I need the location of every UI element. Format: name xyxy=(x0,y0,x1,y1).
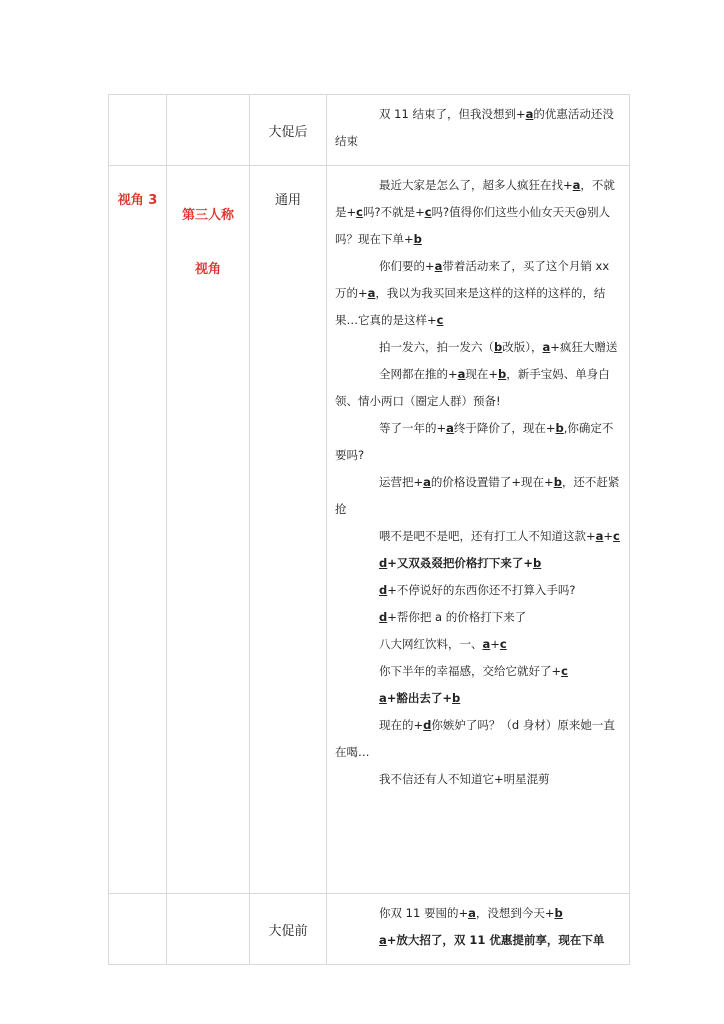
variable-token: c xyxy=(436,313,444,327)
copy-text: 八大网红饮料，一、 xyxy=(379,637,483,651)
copy-paragraph xyxy=(335,766,621,793)
copy-text: 改版）， xyxy=(502,340,543,354)
phase-before-promo: 大促前 xyxy=(250,894,327,965)
copy-text: 吗?值得你们这些小仙女天天@别人吗？现在下单+ xyxy=(335,205,611,246)
copy-text: +帮你把 a 的价格打下来了 xyxy=(387,610,527,624)
copy-paragraph xyxy=(335,361,621,415)
variable-token: b xyxy=(554,906,563,920)
copy-paragraph xyxy=(335,900,621,927)
copy-paragraph xyxy=(335,469,621,523)
copy-text: 拍一发六，拍一发六（ xyxy=(379,340,494,354)
variable-token: b xyxy=(498,367,507,381)
copy-text: 带着活动来了，买了这个月销 xx 万的+ xyxy=(335,259,610,300)
copy-text: +又双叒叕把价格打下来了+ xyxy=(387,556,534,570)
copy-paragraph xyxy=(335,631,621,658)
variable-token: a xyxy=(525,107,534,121)
variable-token: b xyxy=(452,691,461,705)
phase-general: 通用 xyxy=(250,166,327,894)
copy-text: 全网都在推的+ xyxy=(379,367,458,381)
person-label-line1: 第三人称 xyxy=(181,208,234,223)
variable-token: a xyxy=(542,340,551,354)
copy-paragraph xyxy=(335,604,621,631)
empty-view-cell xyxy=(109,95,167,166)
person-label xyxy=(167,166,250,894)
paragraph-list xyxy=(335,172,621,793)
copy-paragraph xyxy=(335,334,621,361)
copy-paragraph xyxy=(335,415,621,469)
variable-token: c xyxy=(499,637,507,651)
paragraph-list xyxy=(335,101,621,155)
empty-person-cell xyxy=(167,894,250,965)
variable-token: a xyxy=(367,286,376,300)
copy-paragraph xyxy=(335,101,621,155)
copy-paragraph xyxy=(335,685,621,712)
copy-text: +疯狂大赠送 xyxy=(550,340,618,354)
view-label: 视角 3 xyxy=(109,166,167,894)
variable-token: d xyxy=(379,556,388,570)
copy-text: ,你确定不要吗? xyxy=(335,421,614,462)
variable-token: a xyxy=(572,178,581,192)
copy-text: 等了一年的+ xyxy=(379,421,447,435)
row-after-promo xyxy=(109,95,630,166)
variable-token: a xyxy=(379,691,387,705)
variable-token: c xyxy=(356,205,363,219)
variable-token: c xyxy=(613,529,620,543)
variable-token: a xyxy=(446,421,454,435)
copy-text: +不停说好的东西你还不打算入手吗? xyxy=(387,583,576,597)
content-table xyxy=(108,94,630,965)
empty-view-cell xyxy=(109,894,167,965)
copy-text: + xyxy=(490,637,500,651)
variable-token: c xyxy=(561,664,568,678)
copy-text: +放大招了，双 11 优惠提前享，现在下单 xyxy=(386,933,605,947)
copy-paragraph xyxy=(335,523,621,550)
copy-text: ，还不赶紧抢 xyxy=(335,475,620,516)
variable-token: d xyxy=(423,718,432,732)
copy-text: 你下半年的幸福感，交给它就好了+ xyxy=(379,664,562,678)
row-before-promo xyxy=(109,894,630,965)
variable-token: a xyxy=(434,259,443,273)
copy-text: ，没想到今天+ xyxy=(475,906,555,920)
copy-text: 喂不是吧不是吧，还有打工人不知道这款+ xyxy=(379,529,596,543)
copy-text: 现在+ xyxy=(465,367,499,381)
variable-token: b xyxy=(494,340,503,354)
variable-token: a xyxy=(423,475,431,489)
copy-paragraph xyxy=(335,712,621,766)
copy-text: 你们要的+ xyxy=(379,259,435,273)
copy-paragraph xyxy=(335,550,621,577)
variable-token: b xyxy=(413,232,422,246)
copy-text: ，新手宝妈、单身白领、情小两口（圈定人群）预备! xyxy=(335,367,610,408)
copy-text: 的价格设置错了+现在+ xyxy=(430,475,554,489)
person-label-line2: 视角 xyxy=(194,262,221,277)
variable-token: a xyxy=(468,906,476,920)
copy-text: + xyxy=(603,529,614,543)
variable-token: c xyxy=(424,205,432,219)
variable-token: b xyxy=(533,556,542,570)
variable-token: b xyxy=(553,475,562,489)
copy-text: ，不就是+ xyxy=(335,178,615,219)
copy-text: 终于降价了，现在+ xyxy=(453,421,556,435)
copy-paragraph xyxy=(335,927,621,954)
row-general xyxy=(109,166,630,894)
copy-cell-after-promo xyxy=(327,95,630,166)
variable-token: a xyxy=(379,933,387,947)
copy-text: 运营把+ xyxy=(379,475,424,489)
phase-after-promo: 大促后 xyxy=(250,95,327,166)
copy-text: 我不信还有人不知道它+明星混剪 xyxy=(379,772,550,786)
copy-text: 吗?不就是+ xyxy=(362,205,425,219)
paragraph-list xyxy=(335,900,621,954)
copy-paragraph xyxy=(335,172,621,253)
copy-text: 你嫉妒了吗？（d 身材）原来她一直在喝… xyxy=(335,718,615,759)
copy-cell-general xyxy=(327,166,630,894)
variable-token: a xyxy=(595,529,604,543)
copy-paragraph xyxy=(335,577,621,604)
variable-token: a xyxy=(482,637,491,651)
copy-paragraph xyxy=(335,253,621,334)
copy-text: 最近大家是怎么了，超多人疯狂在找+ xyxy=(379,178,573,192)
empty-person-cell xyxy=(167,95,250,166)
copy-text: 双 11 结束了，但我没想到+ xyxy=(379,107,526,121)
variable-token: a xyxy=(457,367,466,381)
copy-paragraph xyxy=(335,658,621,685)
copy-text: ，我以为我买回来是这样的这样的这样的，结果…它真的是这样+ xyxy=(335,286,606,327)
copy-text: 你双 11 要囤的+ xyxy=(379,906,469,920)
variable-token: d xyxy=(379,583,388,597)
copy-text: 的优惠活动还没结束 xyxy=(335,107,614,148)
variable-token: b xyxy=(555,421,564,435)
copy-text: 现在的+ xyxy=(379,718,424,732)
copy-cell-before-promo xyxy=(327,894,630,965)
copy-text: +豁出去了+ xyxy=(386,691,453,705)
variable-token: d xyxy=(379,610,388,624)
